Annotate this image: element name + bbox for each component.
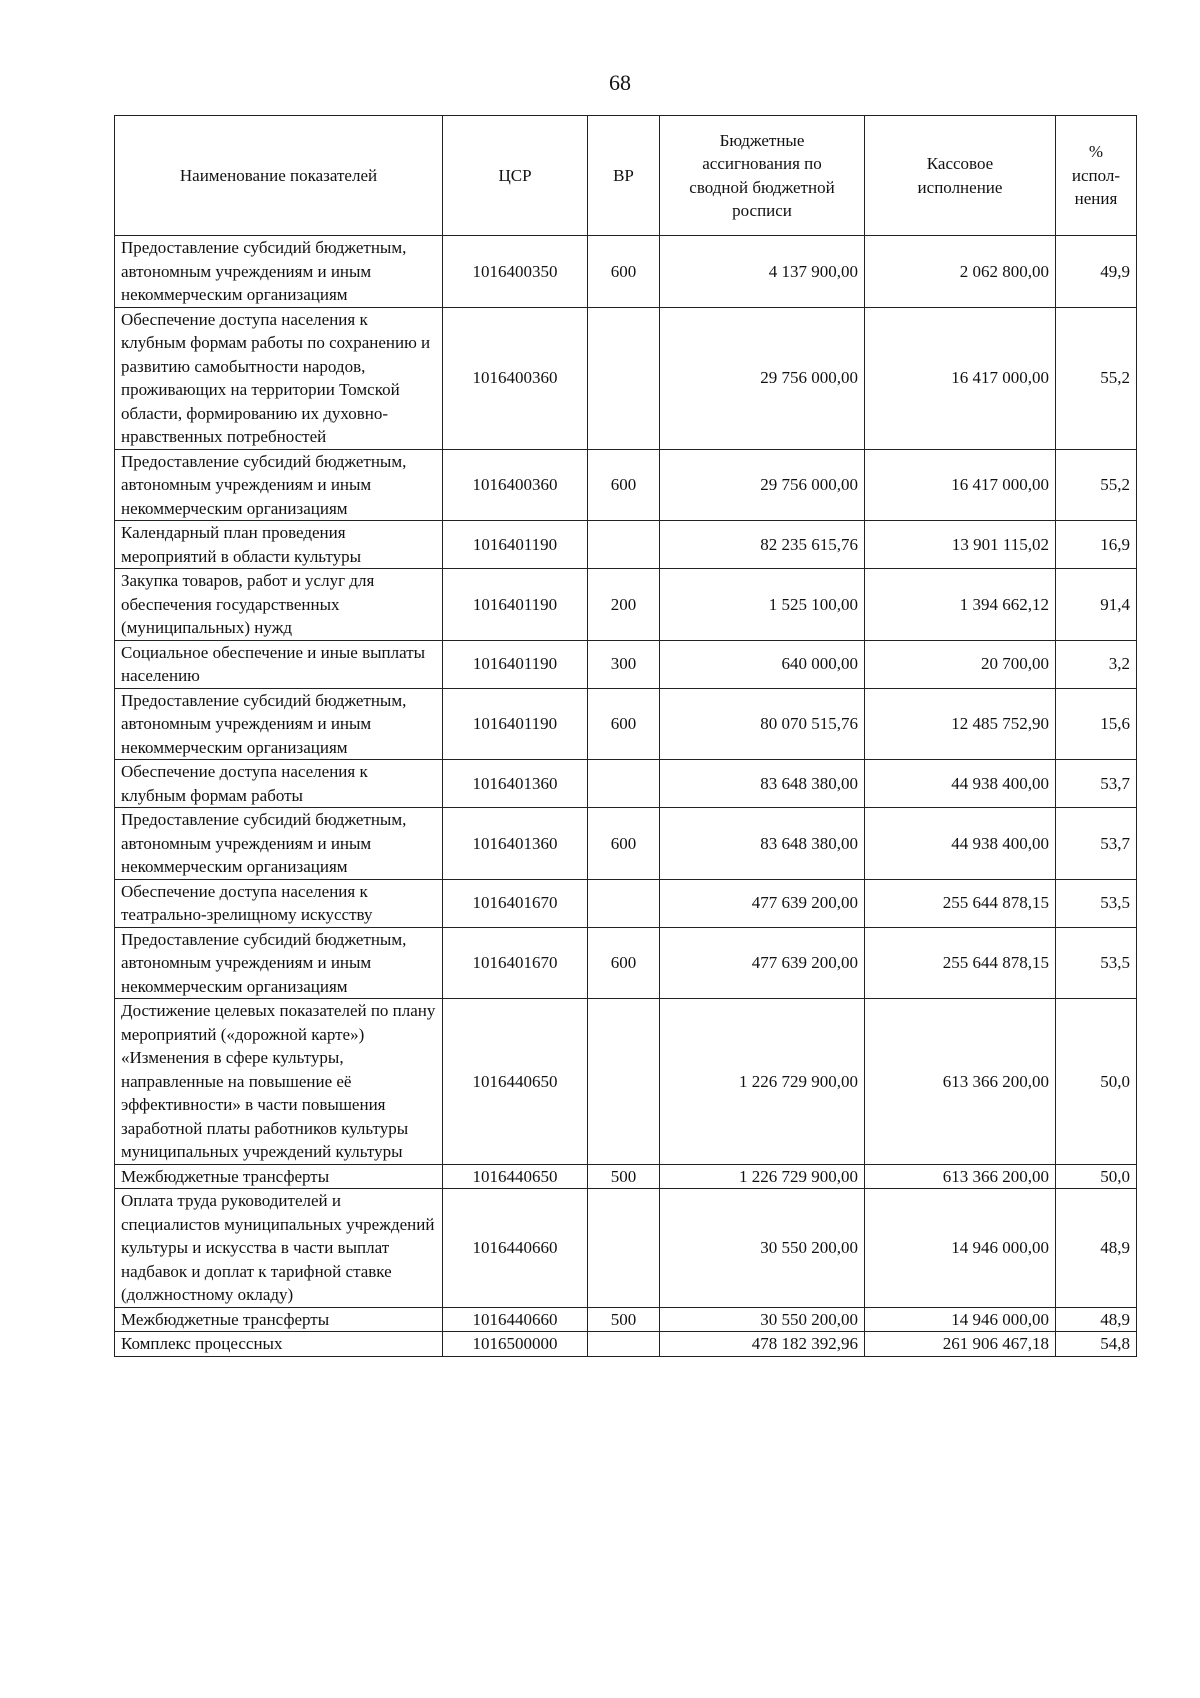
row-pct: 3,2	[1056, 640, 1137, 688]
row-csr: 1016440660	[443, 1189, 588, 1308]
row-vr	[588, 1189, 660, 1308]
header-cash: Кассовое исполнение	[865, 116, 1056, 236]
row-name: Предоставление субсидий бюджетным, автономным учреждениям и иным некоммерческим организациям	[115, 236, 443, 308]
table-row	[115, 569, 1137, 641]
row-vr: 500	[588, 1164, 660, 1189]
row-pct: 53,7	[1056, 808, 1137, 880]
row-pct: 53,7	[1056, 760, 1137, 808]
row-budget: 30 550 200,00	[660, 1307, 865, 1332]
row-pct: 55,2	[1056, 307, 1137, 449]
table-row	[115, 521, 1137, 569]
row-vr	[588, 879, 660, 927]
row-csr: 1016401670	[443, 879, 588, 927]
row-vr: 600	[588, 449, 660, 521]
table-row	[115, 449, 1137, 521]
row-name: Обеспечение доступа населения к театрально-зрелищному искусству	[115, 879, 443, 927]
row-cash: 12 485 752,90	[865, 688, 1056, 760]
row-vr	[588, 307, 660, 449]
row-cash: 13 901 115,02	[865, 521, 1056, 569]
table-row	[115, 640, 1137, 688]
header-pct: % испол-нения	[1056, 116, 1137, 236]
row-pct: 50,0	[1056, 1164, 1137, 1189]
row-budget: 477 639 200,00	[660, 927, 865, 999]
row-budget: 1 226 729 900,00	[660, 1164, 865, 1189]
row-pct: 50,0	[1056, 999, 1137, 1165]
row-name: Оплата труда руководителей и специалистов муниципальных учреждений культуры и искусства в части выплат надбавок и доплат к тарифной ставке (должностному окладу)	[115, 1189, 443, 1308]
row-vr	[588, 999, 660, 1165]
header-name: Наименование показателей	[115, 116, 443, 236]
row-csr: 1016401190	[443, 521, 588, 569]
header-csr: ЦСР	[443, 116, 588, 236]
row-name: Комплекс процессных	[115, 1332, 443, 1357]
row-name: Межбюджетные трансферты	[115, 1307, 443, 1332]
row-csr: 1016440650	[443, 1164, 588, 1189]
row-vr: 300	[588, 640, 660, 688]
row-csr: 1016400360	[443, 307, 588, 449]
row-pct: 55,2	[1056, 449, 1137, 521]
row-budget: 83 648 380,00	[660, 760, 865, 808]
row-name: Закупка товаров, работ и услуг для обеспечения государственных (муниципальных) нужд	[115, 569, 443, 641]
row-vr	[588, 760, 660, 808]
row-pct: 15,6	[1056, 688, 1137, 760]
row-cash: 613 366 200,00	[865, 999, 1056, 1165]
row-budget: 82 235 615,76	[660, 521, 865, 569]
row-name: Обеспечение доступа населения к клубным формам работы по сохранению и развитию самобытности народов, проживающих на территории Томской области, формированию их духовно-нравственных потребностей	[115, 307, 443, 449]
row-csr: 1016401190	[443, 569, 588, 641]
header-vr: ВР	[588, 116, 660, 236]
row-csr: 1016500000	[443, 1332, 588, 1357]
table-row	[115, 927, 1137, 999]
row-budget: 30 550 200,00	[660, 1189, 865, 1308]
row-name: Межбюджетные трансферты	[115, 1164, 443, 1189]
row-name: Предоставление субсидий бюджетным, автономным учреждениям и иным некоммерческим организациям	[115, 688, 443, 760]
row-name: Достижение целевых показателей по плану мероприятий («дорожной карте») «Изменения в сфере культуры, направленные на повышение её эффективности» в части повышения заработной платы работников культуры муниципальных учреждений культуры	[115, 999, 443, 1165]
table-row	[115, 307, 1137, 449]
row-budget: 478 182 392,96	[660, 1332, 865, 1357]
row-budget: 83 648 380,00	[660, 808, 865, 880]
row-vr: 600	[588, 688, 660, 760]
row-pct: 48,9	[1056, 1307, 1137, 1332]
row-pct: 53,5	[1056, 879, 1137, 927]
row-budget: 29 756 000,00	[660, 307, 865, 449]
row-budget: 1 525 100,00	[660, 569, 865, 641]
table-row	[115, 999, 1137, 1165]
table-row	[115, 760, 1137, 808]
row-cash: 1 394 662,12	[865, 569, 1056, 641]
table-body	[115, 236, 1137, 1357]
row-vr: 600	[588, 927, 660, 999]
row-vr: 600	[588, 808, 660, 880]
row-cash: 613 366 200,00	[865, 1164, 1056, 1189]
row-cash: 14 946 000,00	[865, 1189, 1056, 1308]
row-cash: 255 644 878,15	[865, 927, 1056, 999]
table-row	[115, 1189, 1137, 1308]
row-csr: 1016401190	[443, 640, 588, 688]
row-budget: 4 137 900,00	[660, 236, 865, 308]
row-cash: 2 062 800,00	[865, 236, 1056, 308]
row-csr: 1016401670	[443, 927, 588, 999]
row-cash: 20 700,00	[865, 640, 1056, 688]
row-budget: 80 070 515,76	[660, 688, 865, 760]
row-name: Социальное обеспечение и иные выплаты населению	[115, 640, 443, 688]
table-header-row	[115, 116, 1137, 236]
row-cash: 16 417 000,00	[865, 449, 1056, 521]
row-name: Календарный план проведения мероприятий в области культуры	[115, 521, 443, 569]
table-row	[115, 879, 1137, 927]
row-name: Предоставление субсидий бюджетным, автономным учреждениям и иным некоммерческим организациям	[115, 449, 443, 521]
table-row	[115, 1164, 1137, 1189]
row-budget: 1 226 729 900,00	[660, 999, 865, 1165]
table-row	[115, 688, 1137, 760]
row-cash: 44 938 400,00	[865, 760, 1056, 808]
table-row	[115, 1332, 1137, 1357]
row-budget: 29 756 000,00	[660, 449, 865, 521]
row-vr: 600	[588, 236, 660, 308]
row-pct: 53,5	[1056, 927, 1137, 999]
row-cash: 44 938 400,00	[865, 808, 1056, 880]
row-cash: 14 946 000,00	[865, 1307, 1056, 1332]
row-name: Предоставление субсидий бюджетным, автономным учреждениям и иным некоммерческим организациям	[115, 927, 443, 999]
row-csr: 1016401190	[443, 688, 588, 760]
budget-table	[114, 115, 1137, 1357]
row-vr	[588, 521, 660, 569]
row-csr: 1016400350	[443, 236, 588, 308]
row-budget: 477 639 200,00	[660, 879, 865, 927]
row-csr: 1016401360	[443, 808, 588, 880]
row-budget: 640 000,00	[660, 640, 865, 688]
row-pct: 91,4	[1056, 569, 1137, 641]
row-csr: 1016440660	[443, 1307, 588, 1332]
row-cash: 255 644 878,15	[865, 879, 1056, 927]
row-vr: 500	[588, 1307, 660, 1332]
row-csr: 1016400360	[443, 449, 588, 521]
header-budget: Бюджетные ассигнования по сводной бюджетной росписи	[660, 116, 865, 236]
row-pct: 48,9	[1056, 1189, 1137, 1308]
table-row	[115, 236, 1137, 308]
row-cash: 16 417 000,00	[865, 307, 1056, 449]
row-cash: 261 906 467,18	[865, 1332, 1056, 1357]
page-number: 68	[609, 70, 631, 95]
row-vr: 200	[588, 569, 660, 641]
row-name: Предоставление субсидий бюджетным, автономным учреждениям и иным некоммерческим организациям	[115, 808, 443, 880]
table-row	[115, 1307, 1137, 1332]
row-pct: 16,9	[1056, 521, 1137, 569]
row-csr: 1016440650	[443, 999, 588, 1165]
row-csr: 1016401360	[443, 760, 588, 808]
row-pct: 54,8	[1056, 1332, 1137, 1357]
row-pct: 49,9	[1056, 236, 1137, 308]
row-vr	[588, 1332, 660, 1357]
row-name: Обеспечение доступа населения к клубным формам работы	[115, 760, 443, 808]
table-row	[115, 808, 1137, 880]
